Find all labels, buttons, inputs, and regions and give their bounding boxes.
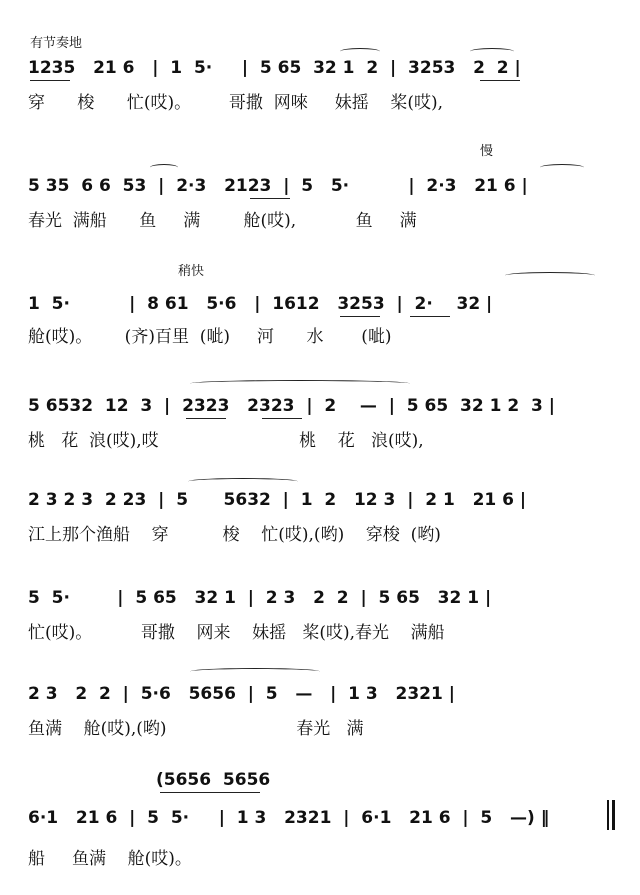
lyrics-line-7: 鱼满 舱(哎),(哟) 春光 满 (28, 719, 364, 739)
notes-line-3: 1 5· | 8 61 5·6 | 1612 3253 | 2· 32 | (28, 294, 493, 314)
lyrics-line-5: 江上那个渔船 穿 梭 忙(哎),(哟) 穿梭 (哟) (28, 525, 441, 545)
final-barline-thin (607, 800, 609, 830)
notes-line-8: 6·1 21 6 | 5 5· | 1 3 2321 | 6·1 21 6 | 5 —) ‖ (28, 808, 550, 828)
lyrics-line-3: 舱(哎)。 (齐)百里 (呲) 河 水 (呲) (28, 327, 392, 347)
notes-line-2: 5 35 6 6 53 | 2·3 2123 | 5 5· | 2·3 21 6 | (28, 176, 528, 196)
notes-line-1: 1235 21 6 | 1 5· | 5 65 32 1 2 | 3253 2 2 | (28, 58, 521, 78)
slur (190, 668, 320, 675)
underline (480, 80, 520, 81)
underline (30, 80, 70, 81)
notes-line-4: 5 6532 12 3 | 2323 2323 | 2 — | 5 65 32 1 2 3 | (28, 396, 555, 416)
underline (262, 418, 302, 419)
lyrics-line-8: 船 鱼满 舱(哎)。 (28, 849, 192, 869)
lyrics-line-2: 春光 满船 鱼 满 舱(哎), 鱼 满 (28, 211, 417, 231)
slur (505, 272, 595, 279)
underline (250, 198, 290, 199)
slur (540, 164, 584, 171)
underline (340, 316, 380, 317)
lyrics-line-6: 忙(哎)。 哥撒 网来 妹摇 桨(哎),春光 满船 (28, 623, 445, 643)
slur (470, 48, 514, 55)
slur (188, 478, 298, 485)
tempo-faster-marking: 稍快 (178, 264, 205, 279)
tempo-marking: 有节奏地 (30, 36, 83, 51)
slur (190, 380, 410, 387)
underline (160, 792, 260, 793)
bracket-notes: (5656 5656 (156, 770, 271, 790)
final-barline (612, 800, 615, 830)
slur (340, 48, 380, 55)
underline (186, 418, 226, 419)
notes-line-7: 2 3 2 2 | 5·6 5656 | 5 — | 1 3 2321 | (28, 684, 455, 704)
notes-line-6: 5 5· | 5 65 32 1 | 2 3 2 2 | 5 65 32 1 | (28, 588, 492, 608)
slur (150, 164, 178, 171)
lyrics-line-4: 桃 花 浪(哎),哎 桃 花 浪(哎), (28, 431, 424, 451)
tempo-slow-marking: 慢 (480, 144, 494, 159)
lyrics-line-1: 穿 梭 忙(哎)。 哥撒 网唻 妹摇 桨(哎), (28, 93, 444, 113)
underline (410, 316, 450, 317)
notes-line-5: 2 3 2 3 2 23 | 5 5632 | 1 2 12 3 | 2 1 21 6 | (28, 490, 527, 510)
